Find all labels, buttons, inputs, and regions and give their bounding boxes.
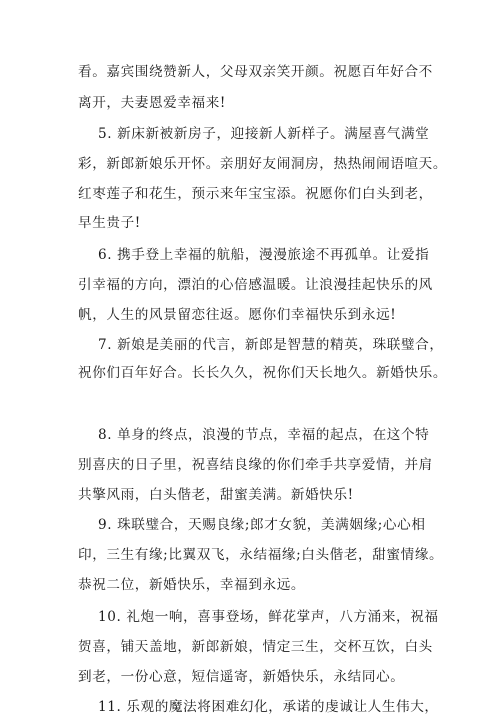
list-item-5: 5. 新床新被新房子，迎接新人新样子。满屋喜气满堂 — [98, 126, 430, 142]
list-item-6: 6. 携手登上幸福的航船，漫漫旅途不再孤单。让爱指 — [98, 247, 430, 263]
text-line: 看。嘉宾围绕赞新人，父母双亲笑开颜。祝愿百年好合不 — [78, 64, 433, 80]
text-line: 引幸福的方向，漂泊的心倍感温暖。让浪漫挂起快乐的风 — [78, 277, 433, 293]
text-line: 彩，新郎新娘乐开怀。亲朋好友闹洞房，热热闹闹语喧天。 — [78, 156, 448, 172]
list-item-8: 8. 单身的终点，浪漫的节点，幸福的起点，在这个特 — [98, 427, 430, 443]
text-line: 帆，人生的风景留恋往返。愿你们幸福快乐到永远! — [78, 307, 397, 323]
text-line: 到老，一份心意，短信遥寄，新婚快乐，永结同心。 — [78, 669, 405, 685]
text-line: 祝你们百年好合。长长久久，祝你们天长地久。新婚快乐。 — [78, 365, 448, 381]
text-line: 共擎风雨，白头偕老，甜蜜美满。新婚快乐! — [78, 487, 354, 503]
list-item-11: 11. 乐观的魔法将困难幻化，承诺的虔诚让人生伟大， — [98, 699, 439, 715]
text-line: 早生贵子! — [78, 215, 141, 231]
list-item-7: 7. 新娘是美丽的代言，新郎是智慧的精英，珠联璧合， — [98, 337, 444, 353]
text-line: 别喜庆的日子里，祝喜结良缘的你们牵手共享爱情，并肩 — [78, 457, 433, 473]
text-line: 印，三生有缘;比翼双飞，永结福缘;白头偕老，甜蜜情缘。 — [78, 547, 444, 563]
list-item-10: 10. 礼炮一响，喜事登场，鲜花掌声，八方涌来，祝福 — [98, 609, 439, 625]
text-line: 红枣莲子和花生，预示来年宝宝添。祝愿你们白头到老， — [78, 186, 433, 202]
list-item-9: 9. 珠联璧合，天赐良缘;郎才女貌，美满姻缘;心心相 — [98, 517, 426, 533]
text-line: 贺喜，铺天盖地，新郎新娘，情定三生，交杯互饮，白头 — [78, 639, 433, 655]
text-line: 恭祝二位，新婚快乐，幸福到永远。 — [78, 577, 306, 593]
text-line: 离开，夫妻恩爱幸福来! — [78, 95, 226, 111]
